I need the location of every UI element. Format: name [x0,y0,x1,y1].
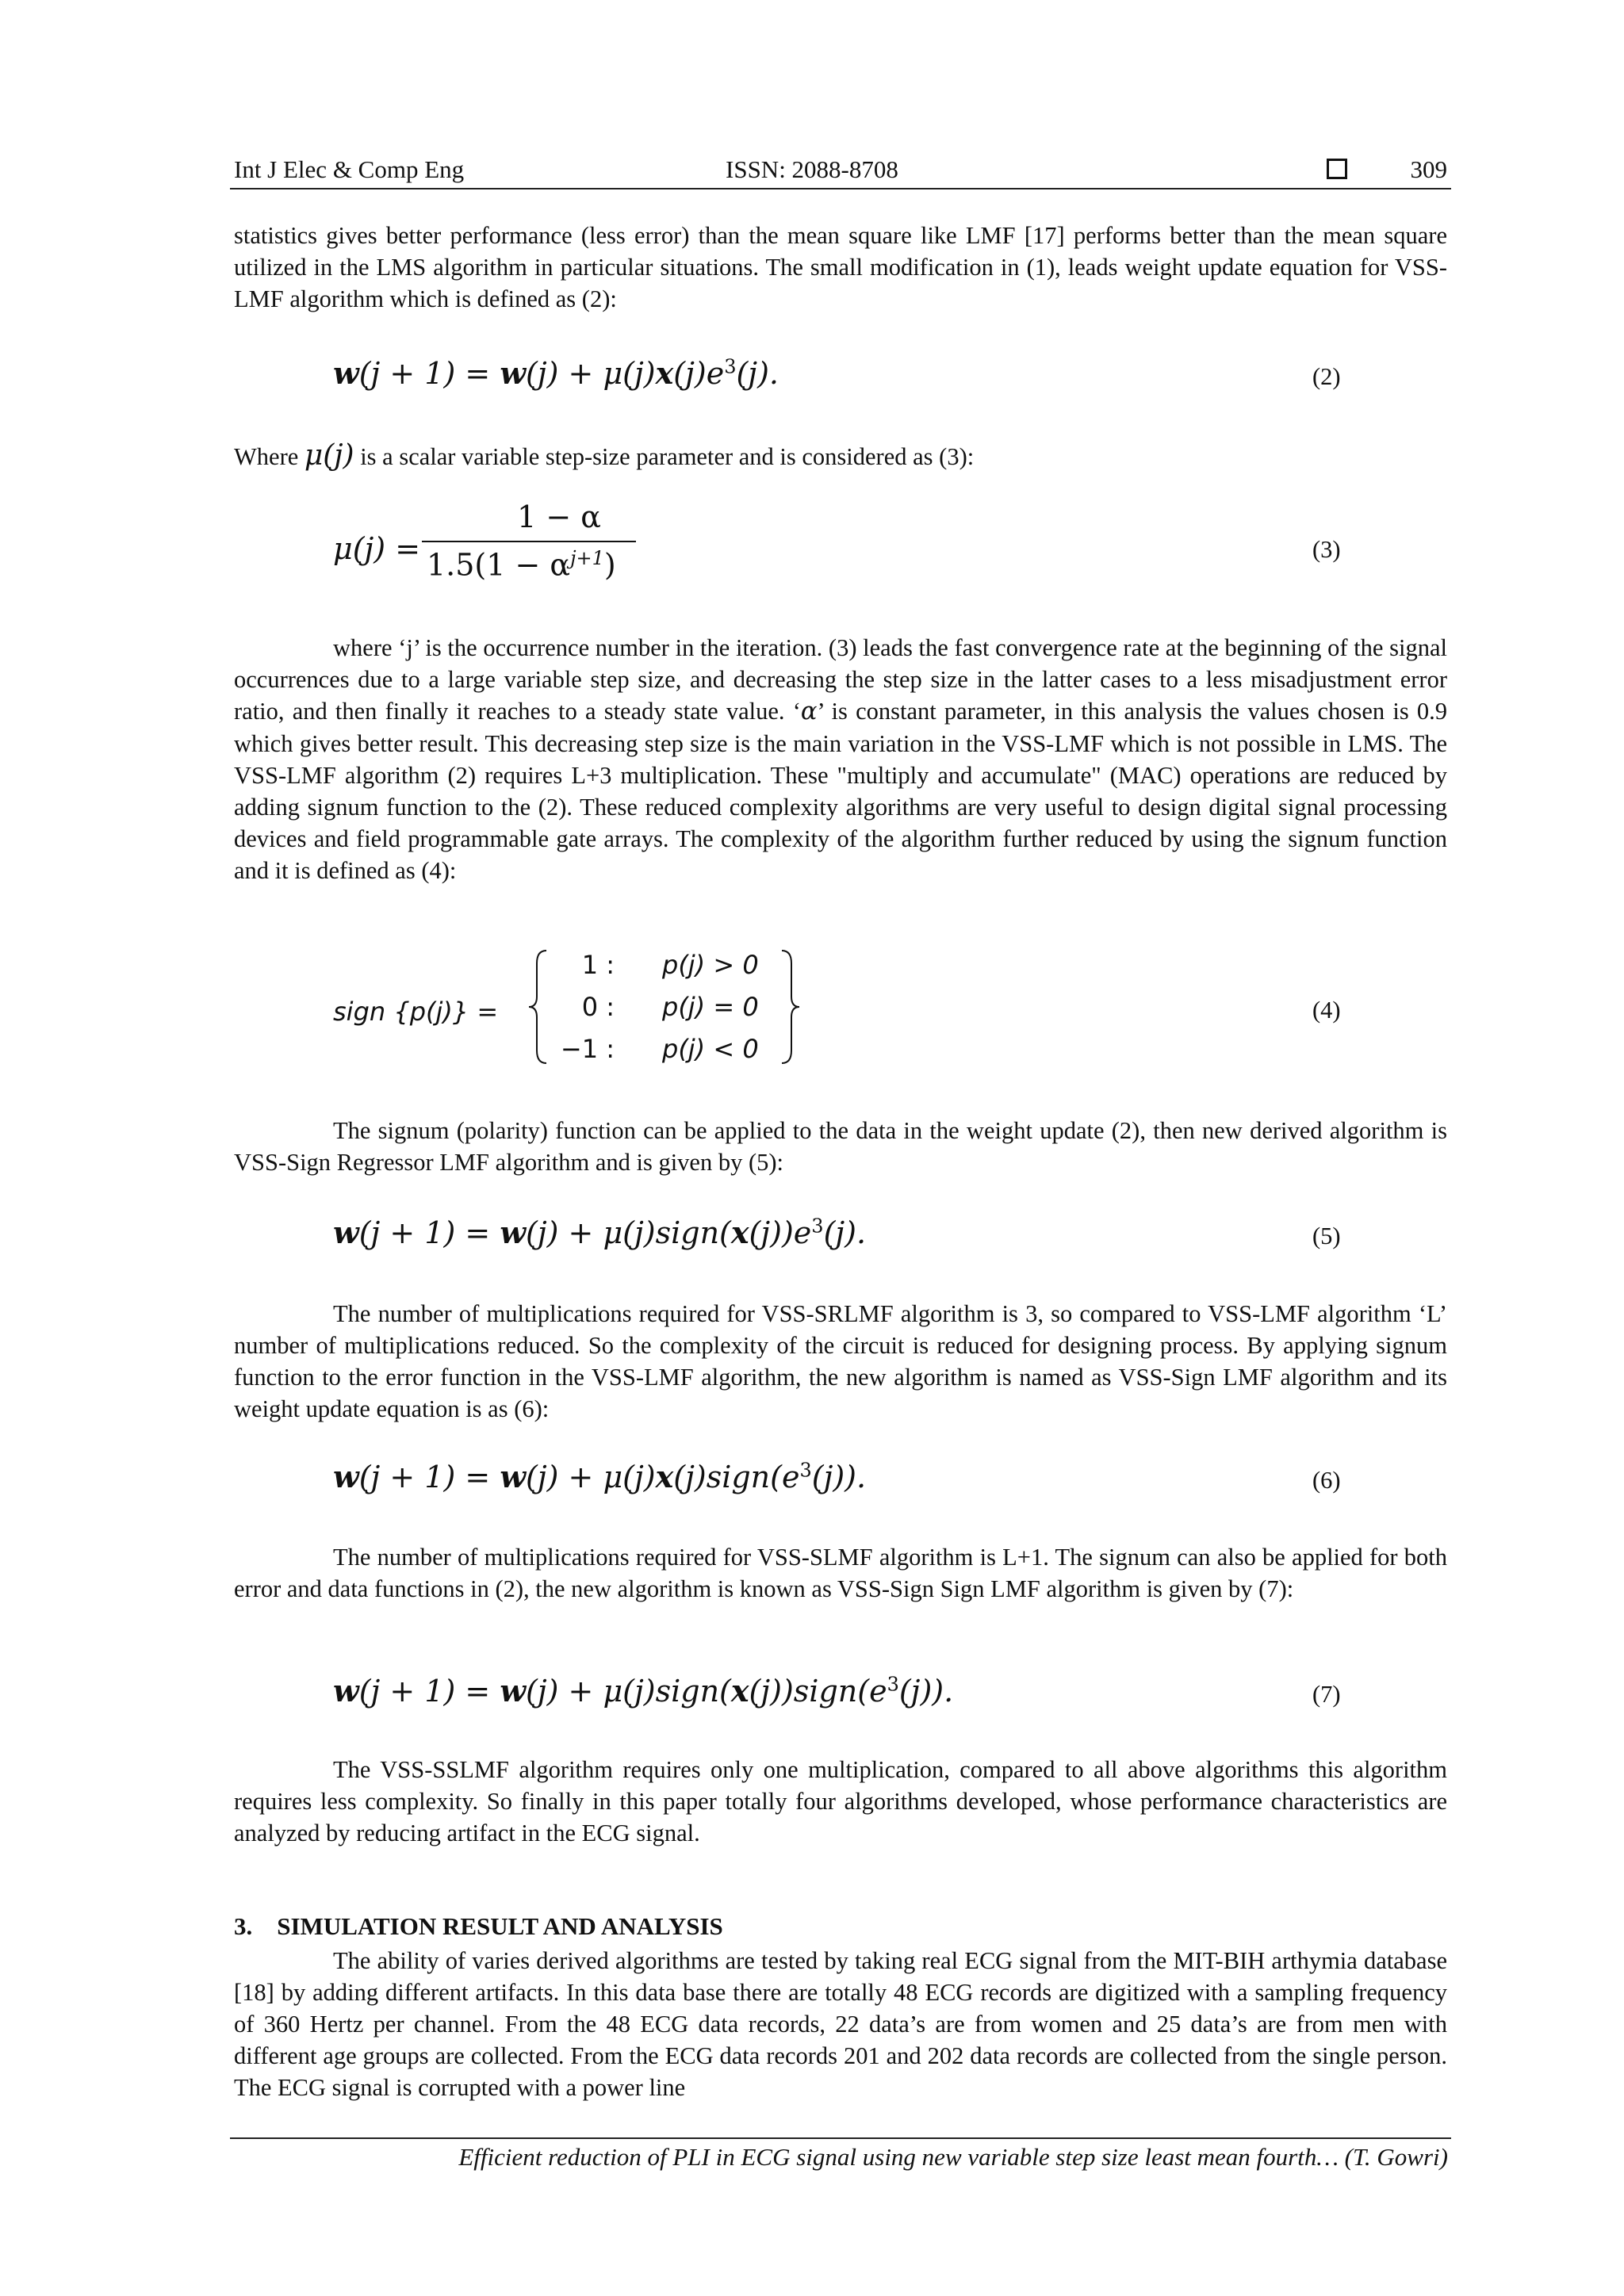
running-footer: Efficient reduction of PLI in ECG signal using new variable step size least mean fourth… (T. Gowri) [458,2143,1448,2171]
paragraph-2-lead: Where [234,443,299,470]
paragraph-5: The number of multiplications required for VSS-SRLMF algorithm is 3, so compared to VSS-LMF algorithm ‘L’ number of multiplications reduced. So the complexity of the circuit is reduced for designing process. By applying signum function to the error function in the VSS-LMF algorithm, the new algorithm is named as VSS-Sign LMF algorithm and its weight update equation is as (6): [234,1300,1447,1422]
paragraph-6: The number of multiplications required for VSS-SLMF algorithm is L+1. The signum can also be applied for both error and data functions in (2), the new algorithm is known as VSS-Sign Sign LMF algorithm is given by (7): [234,1544,1447,1602]
fraction-bar [422,541,636,542]
paragraph-3: where ‘j’ is the occurrence number in the iteration. (3) leads the fast convergence rate at the beginning of the signal occurrences due to a large variable step size, and decreasing the step size in the latter cases to a less misadjustment error ratio, and then finally it reaches to a steady state value. ‘α’ is constant parameter, in this analysis the values chosen is 0.9 which gives better result. This decreasing step size is the main variation in the VSS-LMF which is not possible in LMS. The VSS-LMF algorithm (2) requires L+3 multiplication. These "multiply and accumulate" (MAC) operations are reduced by adding signum function to the (2). These reduced complexity algorithms are very useful to design digital signal processing devices and field programmable gate arrays. The complexity of the algorithm further reduced by using the signum function and it is defined as (4): [234,634,1447,884]
equation-3 [333,499,1364,595]
equation-6-number: (6) [1312,1467,1341,1494]
running-header [234,155,1447,190]
piecewise-row: 1 : p(j) > 0 [581,950,759,980]
paragraph-2-rest: is a scalar variable step-size parameter and is considered as (3): [360,443,975,470]
equation-7-body: $w(j + 1) = w(j) + \mu(j)sign(x(j))sign(e^3(j))$. [333,1673,954,1709]
piecewise-row: −1 : p(j) < 0 [560,1034,759,1064]
section-heading: 3. SIMULATION RESULT AND ANALYSIS [234,1912,723,1940]
equation-5-body: $w(j + 1) = w(j) + \mu(j)sign(x(j))e^3(j)$. [333,1215,867,1250]
paragraph-2 [234,440,1447,473]
paragraph-7: The VSS-SSLMF algorithm requires only one multiplication, compared to all above algorithms this algorithm requires less complexity. So finally in this paper totally four algorithms developed, whose performance characteristics are analyzed by reducing artifact in the ECG signal. [234,1756,1447,1846]
equation-4-lhs: sign {p(j)} = [333,997,499,1027]
equation-3-denominator: $1.5(1 - \alpha^{j+1})$ [427,547,616,583]
equation-2 [333,355,1364,403]
paragraph-8: The ability of varies derived algorithms are tested by taking real ECG signal from the MIT-BIH arthymia database [18] by adding different artifacts. In this data base there are totally 48 ECG records are digitized with a sampling frequency of 360 Hertz per channel. From the 48 ECG data records, 22 data’s are from women and 25 data’s are from men with different age groups are collected. From the ECG data records 201 and 202 data records are collected from the single person. The ECG signal is corrupted with a power line [234,1947,1447,2101]
issn: ISSN: 2088-8708 [726,155,898,183]
header-rule [230,188,1451,189]
equation-3-numerator: 1 − α [517,499,601,534]
equation-4 [333,947,1364,1074]
equation-3-number: (3) [1312,536,1341,563]
equation-7 [333,1673,1364,1720]
piecewise-row: 0 : p(j) = 0 [581,992,759,1022]
paragraph-1: statistics gives better performance (less error) than the mean square like LMF [17] performs better than the mean square utilized in the LMS algorithm in particular situations. The small modification in (1), leads weight update equation for VSS-LMF algorithm which is defined as (2): [234,222,1447,312]
equation-4-number: (4) [1312,997,1341,1024]
equation-5-number: (5) [1312,1223,1341,1249]
equation-2-body: $w(j + 1) = w(j) + \mu(j)x(j)e^3(j)$. [333,355,779,391]
footer-rule [230,2137,1451,2139]
page-number: 309 [1410,155,1447,183]
journal-name: Int J Elec & Comp Eng [234,155,465,183]
right-brace-icon [777,947,801,1066]
equation-7-number: (7) [1312,1681,1341,1708]
equation-3-lhs: μ(j) = [333,531,421,566]
square-bullet-icon [1327,159,1347,179]
equation-6 [333,1459,1364,1506]
mu-symbol: μ(j) [304,439,354,472]
equation-5 [333,1215,1364,1262]
alpha-symbol: α [800,698,818,725]
equation-2-number: (2) [1312,363,1341,390]
paragraph-4: The signum (polarity) function can be applied to the data in the weight update (2), then new derived algorithm is VSS-Sign Regressor LMF algorithm and is given by (5): [234,1117,1447,1176]
equation-6-body: $w(j + 1) = w(j) + \mu(j)x(j)sign(e^3(j))$. [333,1459,867,1494]
